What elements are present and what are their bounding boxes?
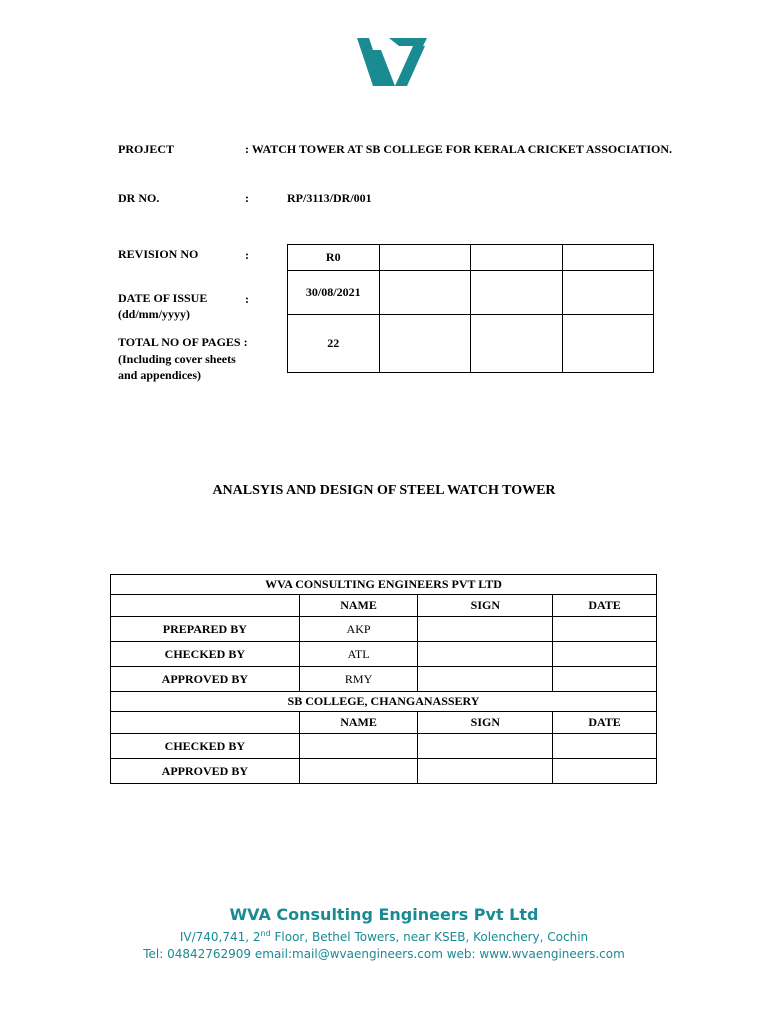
checked-by-label: CHECKED BY xyxy=(111,642,300,667)
revision-colon: : xyxy=(245,248,249,262)
pages-cell: 22 xyxy=(288,315,380,373)
empty-cell xyxy=(553,667,657,692)
pages-note-1: (Including cover sheets xyxy=(118,352,236,366)
client-checked-by-label: CHECKED BY xyxy=(111,734,300,759)
empty-cell xyxy=(379,271,471,315)
empty-cell xyxy=(471,245,563,271)
drno-label: DR NO. xyxy=(118,191,160,205)
revision-label: REVISION NO xyxy=(118,247,199,261)
pages-note-2: and appendices) xyxy=(118,368,202,382)
empty-cell xyxy=(553,759,657,784)
col-name-header: NAME xyxy=(299,595,418,617)
col-date-header: DATE xyxy=(553,712,657,734)
date-cell: 30/08/2021 xyxy=(288,271,380,315)
empty-cell xyxy=(379,245,471,271)
wva-logo xyxy=(355,36,429,90)
empty-cell xyxy=(418,734,553,759)
footer-address xyxy=(0,929,768,944)
issue-label: DATE OF ISSUE xyxy=(118,291,208,305)
approved-by-name: RMY xyxy=(299,667,418,692)
approved-by-label: APPROVED BY xyxy=(111,667,300,692)
signoff-table xyxy=(110,574,657,784)
address-sup: nd xyxy=(260,929,271,938)
empty-cell xyxy=(418,667,553,692)
col-sign-header: SIGN xyxy=(418,595,553,617)
empty-cell xyxy=(299,759,418,784)
col-sign-header: SIGN xyxy=(418,712,553,734)
footer-company: WVA Consulting Engineers Pvt Ltd xyxy=(229,905,539,924)
col-name-header: NAME xyxy=(299,712,418,734)
revision-cell: R0 xyxy=(288,245,380,271)
drno-colon: : xyxy=(245,191,249,205)
empty-cell xyxy=(418,642,553,667)
empty-cell xyxy=(471,271,563,315)
col-date-header: DATE xyxy=(553,595,657,617)
client-header: SB COLLEGE, CHANGANASSERY xyxy=(111,692,657,712)
company-header: WVA CONSULTING ENGINEERS PVT LTD xyxy=(111,575,657,595)
checked-by-name: ATL xyxy=(299,642,418,667)
issue-format: (dd/mm/yyyy) xyxy=(118,307,190,321)
empty-cell xyxy=(299,734,418,759)
prepared-by-name: AKP xyxy=(299,617,418,642)
empty-cell xyxy=(553,734,657,759)
empty-cell xyxy=(562,315,654,373)
empty-cell xyxy=(562,271,654,315)
address-part: Floor, Bethel Towers, near KSEB, Kolenchery, Cochin xyxy=(270,930,589,944)
pages-label: TOTAL NO OF PAGES : xyxy=(118,335,248,349)
footer-contact: Tel: 04842762909 email:mail@wvaengineers.com web: www.wvaengineers.com xyxy=(143,947,625,961)
prepared-by-label: PREPARED BY xyxy=(111,617,300,642)
document-title: ANALSYIS AND DESIGN OF STEEL WATCH TOWER xyxy=(212,483,556,498)
project-label: PROJECT xyxy=(118,142,175,156)
address-part: IV/740,741, 2 xyxy=(179,930,261,944)
empty-cell xyxy=(471,315,563,373)
client-approved-by-label: APPROVED BY xyxy=(111,759,300,784)
project-value: : WATCH TOWER AT SB COLLEGE FOR KERALA CRICKET ASSOCIATION. xyxy=(245,142,673,156)
revision-table xyxy=(287,244,654,373)
empty-cell xyxy=(562,245,654,271)
empty-cell xyxy=(553,617,657,642)
empty-cell xyxy=(418,617,553,642)
empty-cell xyxy=(111,595,300,617)
empty-cell xyxy=(553,642,657,667)
empty-cell xyxy=(379,315,471,373)
issue-colon: : xyxy=(245,292,249,306)
empty-cell xyxy=(111,712,300,734)
empty-cell xyxy=(418,759,553,784)
drno-value: RP/3113/DR/001 xyxy=(287,191,372,205)
